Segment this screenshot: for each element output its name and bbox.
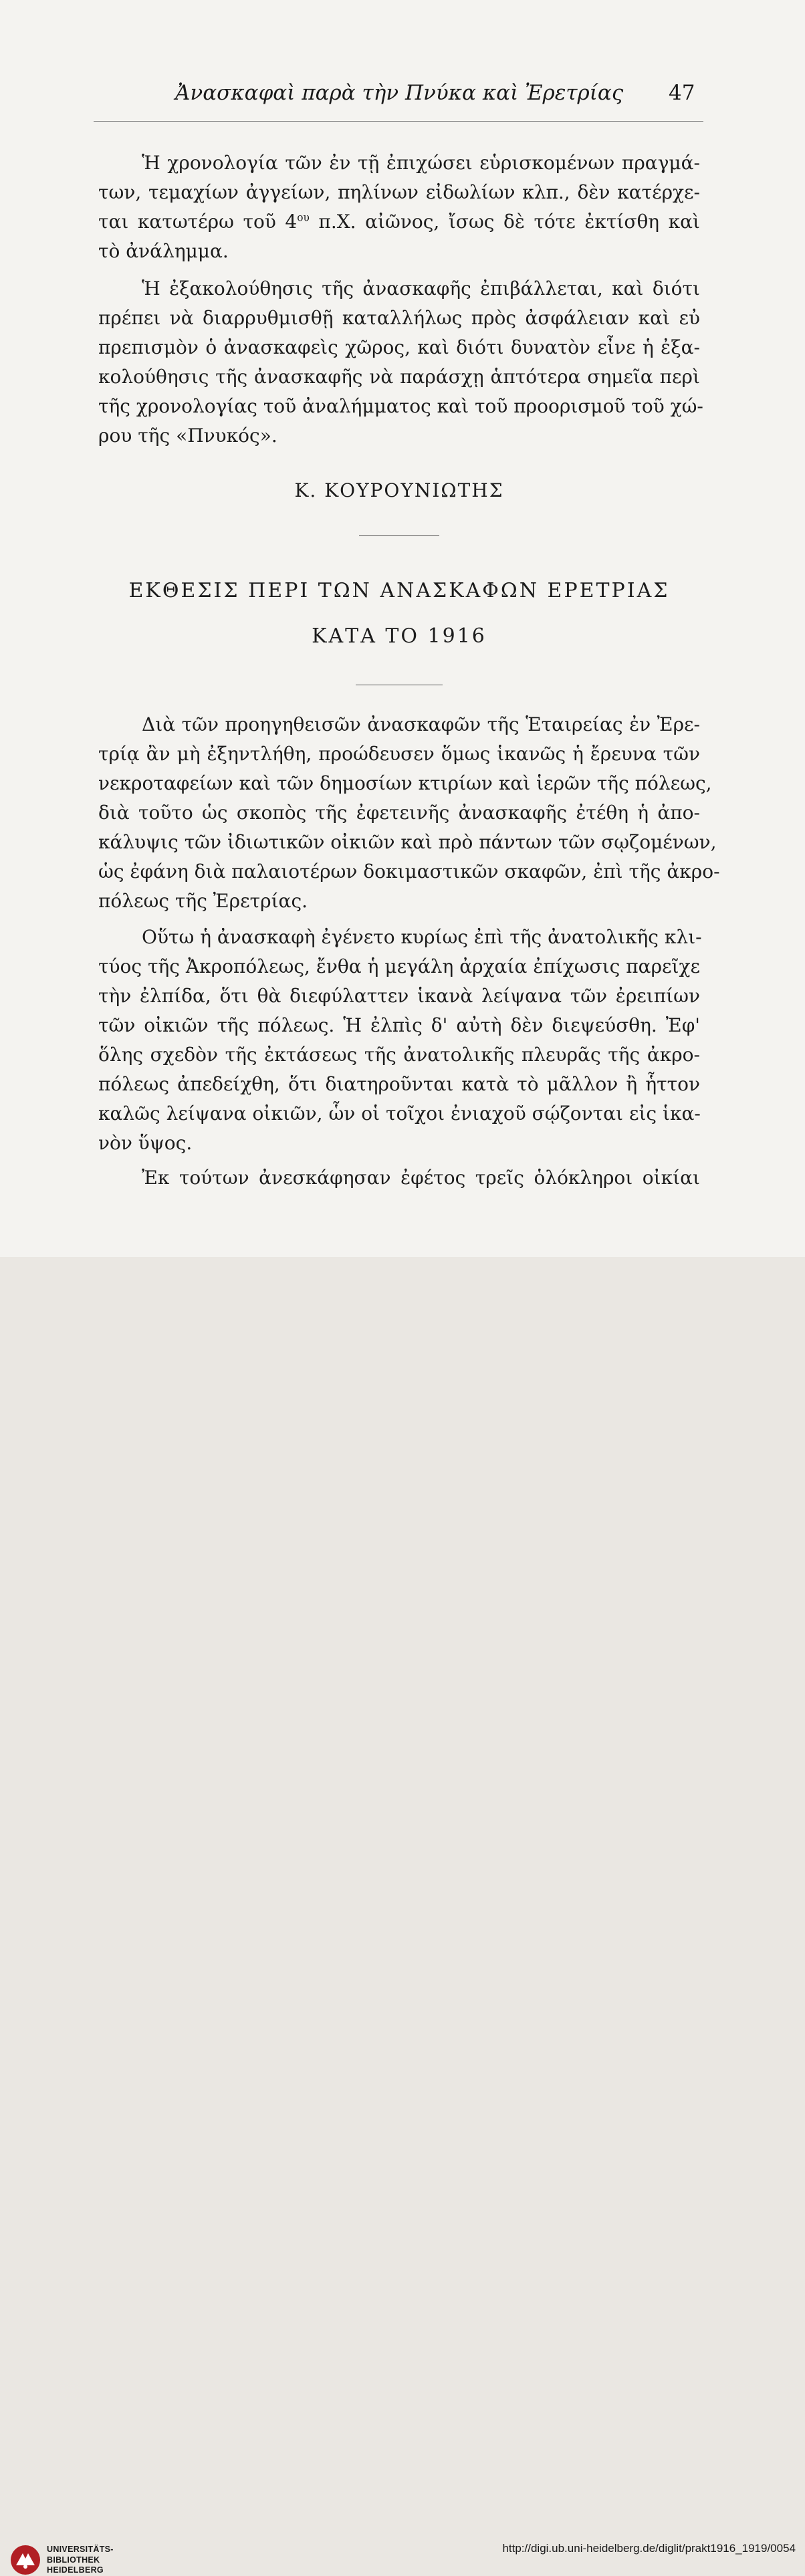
text-line: καλῶς λείψανα οἰκιῶν, ὧν οἱ τοῖχοι ἐνιαχοῦ σῴζονται εἰς ἱκα- (98, 1102, 701, 1125)
text-line: τύος τῆς Ἀκροπόλεως, ἔνθα ἡ μεγάλη ἀρχαία ἐπίχωσις παρεῖχε (98, 955, 700, 977)
text-line: τὴν ἐλπίδα, ὅτι θὰ διεφύλαττεν ἱκανὰ λείψανα τῶν ἐρειπίων (98, 985, 700, 1007)
text-line: νὸν ὕψος. (98, 1132, 193, 1154)
page-number: 47 (669, 81, 695, 105)
text-line: τῆς χρονολογίας τοῦ ἀναλήμματος καὶ τοῦ προορισμοῦ τοῦ χώ- (98, 395, 703, 417)
text-line: Διὰ τῶν προηγηθεισῶν ἀνασκαφῶν τῆς Ἑταιρείας ἐν Ἐρε- (142, 713, 700, 735)
text-line: Οὕτω ἡ ἀνασκαφὴ ἐγένετο κυρίως ἐπὶ τῆς ἀνατολικῆς κλι- (142, 926, 702, 948)
text-line: πρεπισμὸν ὁ ἀνασκαφεὶς χῶρος, καὶ διότι δυνατὸν εἶνε ἡ ἐξα- (98, 336, 700, 358)
library-name-line-1: UNIVERSITÄTS- (47, 2545, 114, 2554)
text-line: Ἡ ἐξακολούθησις τῆς ἀνασκαφῆς ἐπιβάλλεται, καὶ διότι (142, 277, 700, 300)
scanned-page (0, 0, 805, 1257)
footer-bar (0, 1257, 805, 2575)
author-signature: Κ. ΚΟΥΡΟΥΝΙΩΤΗΣ (294, 479, 504, 501)
report-title-line-2: ΚΑΤΑ ΤΟ 1916 (312, 624, 487, 648)
text-line (98, 207, 700, 237)
text-line: πόλεως ἀπεδείχθη, ὅτι διατηροῦνται κατὰ τὸ μᾶλλον ἢ ἧττον (98, 1073, 700, 1095)
text-fragment: ται κατωτέρω τοῦ 4 (98, 211, 298, 233)
text-line: ρου τῆς «Πνυκός». (98, 425, 277, 447)
text-line: τὸ ἀνάλημμα. (98, 240, 229, 262)
library-name-line-2: BIBLIOTHEK (47, 2555, 100, 2565)
text-line: τρίᾳ ἂν μὴ ἐξηντλήθη, προώδευσεν ὅμως ἱκανῶς ἡ ἔρευνα τῶν (98, 743, 700, 765)
permalink-url[interactable]: http://digi.ub.uni-heidelberg.de/diglit/prakt1916_1919/0054 (502, 2542, 796, 2555)
running-header-title: Ἀνασκαφαὶ παρὰ τὴν Πνύκα καὶ Ἐρετρίας (175, 81, 624, 105)
library-name-line-3: HEIDELBERG (47, 2565, 104, 2575)
text-line: πρέπει νὰ διαρρυθμισθῇ καταλλήλως πρὸς ἀσφάλειαν καὶ εὐ (98, 307, 700, 329)
report-title-line-1: ΕΚΘΕΣΙΣ ΠΕΡΙ ΤΩΝ ΑΝΑΣΚΑΦΩΝ ΕΡΕΤΡΙΑΣ (128, 579, 670, 602)
section-divider (359, 535, 439, 536)
text-line: πόλεως τῆς Ἐρετρίας. (98, 890, 308, 912)
text-line: ὅλης σχεδὸν τῆς ἐκτάσεως τῆς ἀνατολικῆς πλευρᾶς τῆς ἀκρο- (98, 1044, 700, 1066)
library-name (47, 2545, 114, 2576)
ordinal-superscript: ου (297, 211, 310, 224)
text-line: Ἐκ τούτων ἀνεσκάφησαν ἐφέτος τρεῖς ὁλόκληροι οἰκίαι (142, 1167, 700, 1189)
text-line: ὡς ἐφάνη διὰ παλαιοτέρων δοκιμαστικῶν σκαφῶν, ἐπὶ τῆς ἀκρο- (98, 860, 720, 883)
text-line: νεκροταφείων καὶ τῶν δημοσίων κτιρίων καὶ ἱερῶν τῆς πόλεως, (98, 772, 712, 794)
header-divider (94, 121, 703, 122)
text-line: κολούθησις τῆς ἀνασκαφῆς νὰ παράσχῃ ἁπτότερα σημεῖα περὶ (98, 366, 700, 388)
text-fragment: π.Χ. αἰῶνος, ἴσως δὲ τότε ἐκτίσθη καὶ (309, 211, 701, 233)
text-line: Ἡ χρονολογία τῶν ἐν τῇ ἐπιχώσει εὑρισκομένων πραγμά- (142, 152, 700, 174)
text-line: κάλυψις τῶν ἰδιωτικῶν οἰκιῶν καὶ πρὸ πάντων τῶν σῳζομένων, (98, 831, 717, 853)
text-line: των, τεμαχίων ἀγγείων, πηλίνων εἰδωλίων κλπ., δὲν κατέρχε- (98, 181, 700, 203)
text-line: τῶν οἰκιῶν τῆς πόλεως. Ἡ ἐλπὶς δ' αὐτὴ δὲν διεψεύσθη. Ἐφ' (98, 1014, 700, 1036)
university-logo-icon (9, 2544, 41, 2576)
text-line: διὰ τοῦτο ὡς σκοπὸς τῆς ἐφετεινῆς ἀνασκαφῆς ἐτέθη ἡ ἀπο- (98, 802, 700, 824)
